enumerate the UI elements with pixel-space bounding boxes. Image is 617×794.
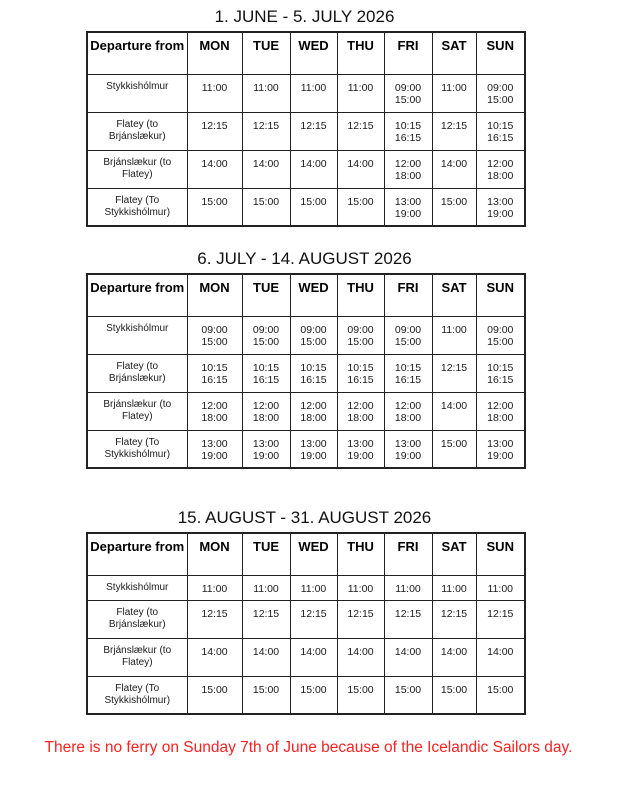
departure-time-cell xyxy=(432,74,476,112)
departure-time: 19:00 xyxy=(300,450,327,462)
departure-time: 13:00 xyxy=(252,437,280,450)
departure-time-cell xyxy=(290,600,337,638)
departure-time-cell xyxy=(476,676,525,714)
departure-time: 12:00 xyxy=(487,399,514,412)
departure-place: Stykkishólmur xyxy=(87,74,187,112)
departure-time: 19:00 xyxy=(394,208,422,220)
departure-time-cell xyxy=(476,392,525,430)
departure-time-cell xyxy=(384,354,432,392)
departure-time: 18:00 xyxy=(201,412,228,424)
departure-time-cell xyxy=(476,430,525,468)
header-day-wed: WED xyxy=(290,533,337,575)
departure-time: 09:00 xyxy=(347,323,374,336)
departure-time: 12:15 xyxy=(487,607,514,620)
departure-time-cell xyxy=(187,430,242,468)
departure-time-cell xyxy=(337,316,384,354)
departure-time: 15:00 xyxy=(201,336,228,348)
departure-time: 10:15 xyxy=(201,361,228,374)
departure-time-cell xyxy=(290,392,337,430)
departure-time: 18:00 xyxy=(487,412,514,424)
header-row xyxy=(87,274,525,316)
departure-time: 16:15 xyxy=(300,374,327,386)
departure-time-cell xyxy=(337,430,384,468)
departure-time: 15:00 xyxy=(252,336,280,348)
departure-place: Brjánslækur (to Flatey) xyxy=(87,638,187,676)
departure-time-cell xyxy=(476,354,525,392)
departure-place: Stykkishólmur xyxy=(87,316,187,354)
departure-place: Stykkishólmur xyxy=(87,575,187,600)
departure-place: Brjánslækur (to Flatey) xyxy=(87,392,187,430)
departure-time: 15:00 xyxy=(300,336,327,348)
header-day-thu: THU xyxy=(337,533,384,575)
departure-time-cell xyxy=(290,112,337,150)
table-row xyxy=(87,316,525,354)
departure-time: 19:00 xyxy=(252,450,280,462)
header-day-wed: WED xyxy=(290,274,337,316)
header-day-sat: SAT xyxy=(432,32,476,74)
header-day-mon: MON xyxy=(187,32,242,74)
departure-time-cell xyxy=(337,676,384,714)
departure-time: 12:00 xyxy=(347,399,374,412)
departure-time: 13:00 xyxy=(487,195,514,208)
departure-time: 15:00 xyxy=(440,195,468,208)
departure-time-cell xyxy=(187,112,242,150)
departure-time: 14:00 xyxy=(201,157,228,170)
departure-time-cell xyxy=(187,354,242,392)
departure-time: 15:00 xyxy=(252,195,280,208)
departure-time: 11:00 xyxy=(441,323,467,336)
departure-time-cell xyxy=(242,354,290,392)
departure-time: 18:00 xyxy=(487,170,514,182)
departure-time: 10:15 xyxy=(487,361,514,374)
departure-time-cell xyxy=(337,188,384,226)
departure-time-cell xyxy=(242,112,290,150)
departure-time-cell xyxy=(187,638,242,676)
departure-time: 15:00 xyxy=(347,195,374,208)
departure-time-cell xyxy=(384,150,432,188)
departure-time-cell xyxy=(384,392,432,430)
departure-time: 11:00 xyxy=(487,582,513,595)
departure-time: 16:15 xyxy=(394,374,422,386)
departure-time-cell xyxy=(337,638,384,676)
departure-time-cell xyxy=(337,354,384,392)
table-row xyxy=(87,430,525,468)
departure-time: 19:00 xyxy=(487,450,514,462)
departure-time: 11:00 xyxy=(347,582,374,595)
departure-time: 15:00 xyxy=(487,683,514,696)
departure-time-cell xyxy=(476,638,525,676)
header-departure-from: Departure from xyxy=(87,274,187,316)
departure-time-cell xyxy=(187,74,242,112)
header-day-sun: SUN xyxy=(476,274,525,316)
header-day-tue: TUE xyxy=(242,32,290,74)
departure-time-cell xyxy=(187,575,242,600)
departure-time: 12:00 xyxy=(300,399,327,412)
departure-time: 12:00 xyxy=(252,399,280,412)
departure-time: 19:00 xyxy=(347,450,374,462)
departure-time: 11:00 xyxy=(395,582,421,595)
departure-time: 12:15 xyxy=(347,607,374,620)
schedule-table xyxy=(86,273,526,469)
departure-place: Flatey (To Stykkishólmur) xyxy=(87,430,187,468)
departure-time: 09:00 xyxy=(201,323,228,336)
departure-time: 12:00 xyxy=(487,157,514,170)
departure-time-cell xyxy=(476,600,525,638)
departure-time-cell xyxy=(242,430,290,468)
departure-time-cell xyxy=(384,316,432,354)
departure-time: 09:00 xyxy=(487,81,514,94)
departure-time: 14:00 xyxy=(487,645,514,658)
departure-time-cell xyxy=(432,600,476,638)
departure-time: 12:15 xyxy=(440,607,468,620)
departure-time: 12:15 xyxy=(201,119,228,132)
departure-time-cell xyxy=(187,150,242,188)
table-row xyxy=(87,354,525,392)
departure-time-cell xyxy=(187,392,242,430)
departure-time: 16:15 xyxy=(394,132,422,144)
departure-time-cell xyxy=(384,188,432,226)
departure-time-cell xyxy=(384,638,432,676)
table-row xyxy=(87,600,525,638)
departure-time-cell xyxy=(432,430,476,468)
departure-time-cell xyxy=(384,74,432,112)
departure-time: 14:00 xyxy=(440,157,468,170)
departure-time-cell xyxy=(290,638,337,676)
departure-time-cell xyxy=(384,430,432,468)
departure-place: Flatey (to Brjánslækur) xyxy=(87,112,187,150)
departure-time: 18:00 xyxy=(347,412,374,424)
departure-time: 15:00 xyxy=(252,683,280,696)
departure-time: 09:00 xyxy=(394,323,422,336)
departure-time-cell xyxy=(337,575,384,600)
departure-time: 14:00 xyxy=(252,645,280,658)
departure-time: 10:15 xyxy=(394,361,422,374)
departure-time-cell xyxy=(290,354,337,392)
departure-place: Flatey (to Brjánslækur) xyxy=(87,354,187,392)
table-row xyxy=(87,676,525,714)
departure-time: 14:00 xyxy=(440,645,468,658)
departure-time: 15:00 xyxy=(394,94,422,106)
departure-place: Flatey (To Stykkishólmur) xyxy=(87,188,187,226)
departure-time: 15:00 xyxy=(300,683,327,696)
header-departure-from: Departure from xyxy=(87,533,187,575)
departure-time: 13:00 xyxy=(347,437,374,450)
header-day-sat: SAT xyxy=(432,274,476,316)
header-day-sat: SAT xyxy=(432,533,476,575)
departure-time: 15:00 xyxy=(347,683,374,696)
header-row xyxy=(87,32,525,74)
departure-time-cell xyxy=(242,316,290,354)
departure-time: 10:15 xyxy=(394,119,422,132)
departure-time: 15:00 xyxy=(440,683,468,696)
departure-time-cell xyxy=(242,638,290,676)
departure-time: 15:00 xyxy=(487,94,514,106)
departure-time: 14:00 xyxy=(300,645,327,658)
departure-time: 11:00 xyxy=(441,582,467,595)
departure-time-cell xyxy=(384,600,432,638)
table-row xyxy=(87,74,525,112)
departure-time-cell xyxy=(290,575,337,600)
departure-time: 13:00 xyxy=(394,437,422,450)
header-day-thu: THU xyxy=(337,32,384,74)
departure-time: 10:15 xyxy=(252,361,280,374)
departure-time-cell xyxy=(290,150,337,188)
departure-time: 15:00 xyxy=(487,336,514,348)
departure-time-cell xyxy=(432,112,476,150)
departure-time-cell xyxy=(337,112,384,150)
departure-time: 11:00 xyxy=(201,582,228,595)
departure-time-cell xyxy=(432,392,476,430)
departure-time-cell xyxy=(476,188,525,226)
departure-time: 15:00 xyxy=(201,683,228,696)
header-departure-from: Departure from xyxy=(87,32,187,74)
departure-time: 19:00 xyxy=(201,450,228,462)
departure-time-cell xyxy=(337,600,384,638)
departure-time: 11:00 xyxy=(253,81,279,94)
departure-time-cell xyxy=(476,150,525,188)
departure-time-cell xyxy=(432,575,476,600)
departure-time-cell xyxy=(242,392,290,430)
departure-time-cell xyxy=(187,600,242,638)
section-title: 15. AUGUST - 31. AUGUST 2026 xyxy=(177,508,432,527)
departure-time: 14:00 xyxy=(440,399,468,412)
departure-time: 18:00 xyxy=(300,412,327,424)
departure-time: 13:00 xyxy=(201,437,228,450)
table-row xyxy=(87,392,525,430)
departure-time: 12:15 xyxy=(440,361,468,374)
departure-time-cell xyxy=(290,430,337,468)
departure-time-cell xyxy=(476,112,525,150)
departure-time: 15:00 xyxy=(394,336,422,348)
departure-time: 14:00 xyxy=(394,645,422,658)
departure-time: 19:00 xyxy=(394,450,422,462)
departure-place: Flatey (To Stykkishólmur) xyxy=(87,676,187,714)
departure-time: 19:00 xyxy=(487,208,514,220)
table-row xyxy=(87,188,525,226)
departure-time: 16:15 xyxy=(487,132,514,144)
departure-time: 18:00 xyxy=(252,412,280,424)
departure-time: 12:15 xyxy=(347,119,374,132)
sailors-day-notice: There is no ferry on Sunday 7th of June because of the Icelandic Sailors day. xyxy=(44,739,573,756)
departure-place: Brjánslækur (to Flatey) xyxy=(87,150,187,188)
departure-time-cell xyxy=(476,316,525,354)
departure-time: 12:15 xyxy=(394,607,422,620)
departure-time: 11:00 xyxy=(347,81,374,94)
departure-time: 13:00 xyxy=(300,437,327,450)
table-row xyxy=(87,150,525,188)
departure-time-cell xyxy=(187,676,242,714)
departure-time-cell xyxy=(242,74,290,112)
header-day-mon: MON xyxy=(187,274,242,316)
table-row xyxy=(87,575,525,600)
departure-time: 14:00 xyxy=(347,157,374,170)
departure-time: 18:00 xyxy=(394,412,422,424)
departure-time: 18:00 xyxy=(394,170,422,182)
departure-time-cell xyxy=(476,575,525,600)
header-day-sun: SUN xyxy=(476,32,525,74)
departure-time-cell xyxy=(432,188,476,226)
departure-time: 16:15 xyxy=(252,374,280,386)
departure-time: 11:00 xyxy=(441,81,467,94)
departure-time: 09:00 xyxy=(487,323,514,336)
departure-time: 16:15 xyxy=(201,374,228,386)
departure-time-cell xyxy=(290,74,337,112)
departure-time: 13:00 xyxy=(394,195,422,208)
departure-time-cell xyxy=(432,150,476,188)
departure-time: 09:00 xyxy=(394,81,422,94)
header-day-wed: WED xyxy=(290,32,337,74)
departure-place: Flatey (to Brjánslækur) xyxy=(87,600,187,638)
departure-time: 16:15 xyxy=(487,374,514,386)
header-day-sun: SUN xyxy=(476,533,525,575)
departure-time-cell xyxy=(476,74,525,112)
section-title: 6. JULY - 14. AUGUST 2026 xyxy=(197,249,412,268)
departure-time-cell xyxy=(337,392,384,430)
departure-time: 12:15 xyxy=(201,607,228,620)
departure-time: 15:00 xyxy=(440,437,468,450)
schedule-table xyxy=(86,31,526,227)
header-row xyxy=(87,533,525,575)
departure-time: 12:15 xyxy=(300,119,327,132)
departure-time: 13:00 xyxy=(487,437,514,450)
departure-time: 16:15 xyxy=(347,374,374,386)
departure-time: 14:00 xyxy=(300,157,327,170)
header-day-fri: FRI xyxy=(384,533,432,575)
departure-time-cell xyxy=(242,575,290,600)
departure-time: 11:00 xyxy=(201,81,228,94)
departure-time-cell xyxy=(384,575,432,600)
departure-time-cell xyxy=(187,316,242,354)
departure-time: 09:00 xyxy=(300,323,327,336)
departure-time: 10:15 xyxy=(300,361,327,374)
departure-time-cell xyxy=(337,74,384,112)
departure-time-cell xyxy=(384,676,432,714)
departure-time-cell xyxy=(432,316,476,354)
departure-time: 15:00 xyxy=(394,683,422,696)
departure-time: 12:00 xyxy=(394,399,422,412)
departure-time-cell xyxy=(242,676,290,714)
departure-time-cell xyxy=(290,188,337,226)
departure-time: 09:00 xyxy=(252,323,280,336)
departure-time-cell xyxy=(432,676,476,714)
departure-time: 15:00 xyxy=(347,336,374,348)
departure-time-cell xyxy=(290,316,337,354)
departure-time-cell xyxy=(242,150,290,188)
header-day-tue: TUE xyxy=(242,533,290,575)
header-day-mon: MON xyxy=(187,533,242,575)
header-day-tue: TUE xyxy=(242,274,290,316)
header-day-fri: FRI xyxy=(384,32,432,74)
departure-time: 14:00 xyxy=(347,645,374,658)
departure-time: 14:00 xyxy=(201,645,228,658)
departure-time-cell xyxy=(384,112,432,150)
departure-time: 12:15 xyxy=(300,607,327,620)
section-title: 1. JUNE - 5. JULY 2026 xyxy=(214,7,395,26)
table-row xyxy=(87,112,525,150)
departure-time: 15:00 xyxy=(300,195,327,208)
departure-time: 11:00 xyxy=(253,582,279,595)
departure-time: 10:15 xyxy=(347,361,374,374)
departure-time: 12:00 xyxy=(201,399,228,412)
departure-time: 12:15 xyxy=(252,119,280,132)
departure-time: 10:15 xyxy=(487,119,514,132)
departure-time-cell xyxy=(290,676,337,714)
departure-time: 14:00 xyxy=(252,157,280,170)
table-row xyxy=(87,638,525,676)
departure-time-cell xyxy=(432,638,476,676)
departure-time: 11:00 xyxy=(300,582,327,595)
departure-time: 11:00 xyxy=(300,81,327,94)
departure-time: 12:15 xyxy=(252,607,280,620)
departure-time-cell xyxy=(337,150,384,188)
departure-time-cell xyxy=(432,354,476,392)
schedule-table xyxy=(86,532,526,715)
departure-time-cell xyxy=(187,188,242,226)
departure-time: 12:15 xyxy=(440,119,468,132)
departure-time-cell xyxy=(242,188,290,226)
header-day-fri: FRI xyxy=(384,274,432,316)
departure-time: 12:00 xyxy=(394,157,422,170)
departure-time: 15:00 xyxy=(201,195,228,208)
departure-time-cell xyxy=(242,600,290,638)
header-day-thu: THU xyxy=(337,274,384,316)
